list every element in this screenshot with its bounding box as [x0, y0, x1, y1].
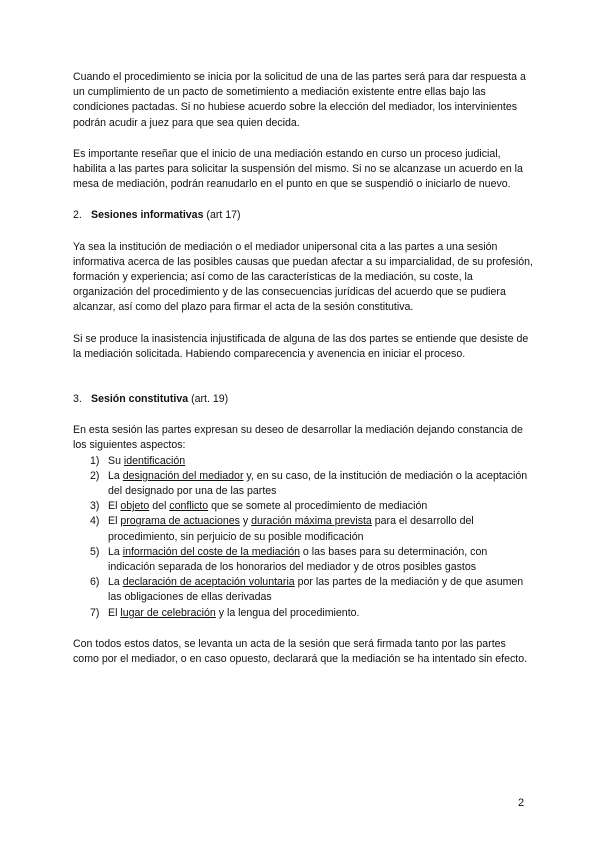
list-item-text: o las bases para su determinación, con indicación separada de los honorarios del mediador y de otros posibles gastos: [108, 545, 488, 574]
underlined-term: objeto: [120, 500, 150, 513]
list-item-text: El: [108, 500, 121, 513]
paragraph-non-attendance: Si se produce la inasistencia injustificada de alguna de las dos partes se entiende que desiste de la mediación solicitada. Habiendo comparecencia y avenencia en iniciar el proceso.: [73, 332, 529, 360]
list-item-number: 7): [90, 606, 100, 619]
underlined-term: conflicto: [169, 500, 209, 513]
list-item-text: para el desarrollo del procedimiento, sin perjuicio de su posible modificación: [108, 515, 474, 543]
section-heading-sesion-constitutiva: [73, 392, 533, 407]
aspects-list: [73, 454, 533, 621]
section-title: Sesiones informativas: [91, 209, 204, 222]
section-heading-sesiones-informativas: [73, 208, 533, 223]
underlined-term: designación del mediador: [122, 469, 244, 482]
list-item-number: 5): [90, 545, 100, 558]
list-item-text: El: [108, 515, 121, 528]
paragraph-procedure-start: Cuando el procedimiento se inicia por la solicitud de una de las partes será para dar respuesta a un cumplimiento de un pacto de sometimiento a mediación existente entre ellas bajo las condiciones pactadas. Si no hubiese acuerdo sobre la elección del mediador, los intervinientes podrán acudir a juez para que sea quien decida.: [73, 71, 526, 129]
list-item-text: Su: [108, 454, 124, 467]
list-item: [73, 606, 533, 621]
list-item-number: 6): [90, 576, 100, 589]
page-number: 2: [518, 797, 525, 809]
section-ref: (art 17): [203, 209, 241, 222]
list-item-number: 3): [90, 500, 100, 513]
section-ref: (art. 19): [188, 393, 229, 406]
list-item-number: 1): [90, 454, 100, 467]
section-title: Sesión constitutiva: [91, 393, 189, 406]
list-item-text: El: [108, 606, 121, 619]
list-item-text: que se somete al procedimiento de mediación: [208, 500, 428, 513]
underlined-term: información del coste de la mediación: [122, 545, 300, 558]
list-item-text: y la lengua del procedimiento.: [215, 606, 360, 619]
list-item-text: y: [239, 515, 252, 528]
list-item-number: 4): [90, 515, 100, 528]
paragraph-constitutive-session: En esta sesión las partes expresan su deseo de desarrollar la mediación dejando constancia de los siguientes aspectos:: [73, 424, 523, 452]
list-item-text: La: [108, 545, 123, 558]
list-item-text: La: [108, 576, 123, 589]
list-item-number: 2): [90, 469, 100, 482]
underlined-term: duración máxima prevista: [251, 515, 372, 528]
underlined-term: lugar de celebración: [120, 606, 216, 619]
paragraph-suspension: Es importante reseñar que el inicio de una mediación estando en curso un proceso judicial, habilita a las partes para solicitar la suspensión del mismo. Si no se alcanzase un acuerdo en la mesa de mediación, podrán reanudarlo en el punto en que se suspendió o iniciarlo de nuevo.: [73, 147, 523, 191]
list-item-text: por las partes de la mediación y de que asumen las obligaciones de ellas derivadas: [108, 576, 524, 604]
underlined-term: programa de actuaciones: [120, 515, 240, 528]
document-body: [73, 70, 533, 667]
list-item-text: La: [108, 469, 123, 482]
paragraph-informative-session: Ya sea la institución de mediación o el mediador unipersonal cita a las partes a una sesión informativa acerca de las posibles causas que puedan afectar a su imparcialidad, de su profesión, formación y experiencia; así como de las características de la mediación, su coste, la organización del procedimiento y de las consecuencias jurídicas del acuerdo que se pudiera alcanzar, así como del plazo para firmar el acta de la sesión constitutiva.: [73, 240, 533, 314]
list-item-text: del: [149, 500, 170, 513]
section-number: 3.: [73, 393, 82, 406]
section-number: 2.: [73, 209, 82, 222]
underlined-term: identificación: [123, 454, 186, 467]
list-item: [73, 469, 533, 499]
list-item: [73, 545, 533, 575]
list-item-text: y, en su caso, de la institución de mediación o la aceptación del designado por una de las partes: [108, 469, 528, 498]
list-item: [73, 454, 533, 469]
list-item: [73, 499, 533, 514]
list-item: [73, 575, 533, 605]
list-item: [73, 514, 533, 544]
paragraph-conclusion: Con todos estos datos, se levanta un acta de la sesión que será firmada tanto por las partes como por el mediador, o en caso opuesto, declarará que la mediación se ha intentado sin efecto.: [73, 637, 528, 666]
underlined-term: declaración de aceptación voluntaria: [122, 576, 295, 589]
